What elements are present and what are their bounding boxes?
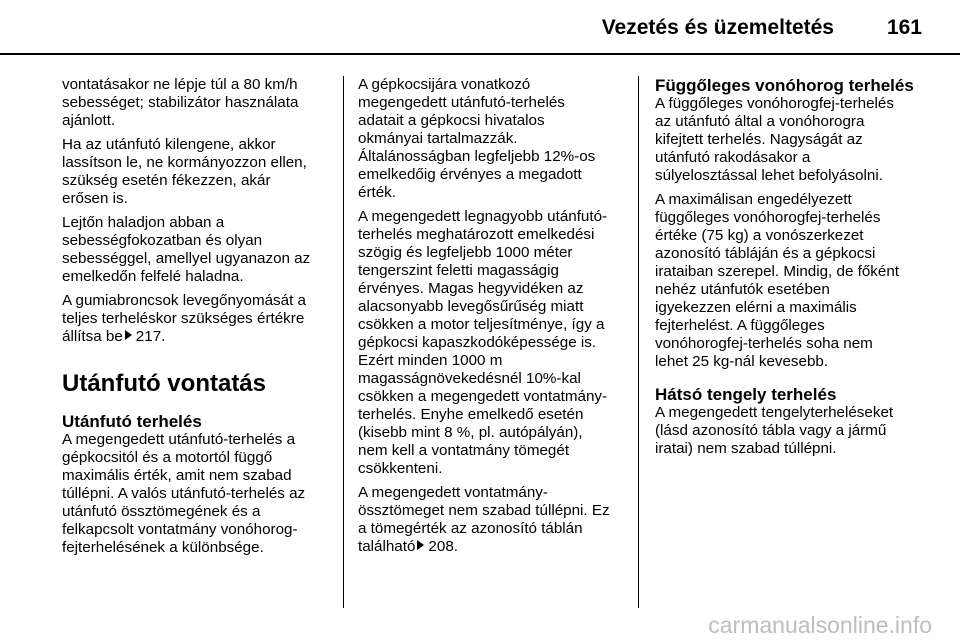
text-line: szögig és legfeljebb 1000 méter [358, 244, 573, 261]
text-line: nehéz utánfutók esetében [655, 281, 830, 298]
text-line: érvényes. Magas hegyvidéken az [358, 280, 584, 297]
text-line: A megengedett legnagyobb utánfutó- [358, 208, 608, 225]
text-line: Lejtőn haladjon abban a [62, 214, 225, 231]
text-line: tengerszint feletti magasságig [358, 262, 559, 279]
subsection-heading: Függőleges vonóhorog terhelés [655, 76, 914, 95]
text-line: A gépkocsijára vonatkozó [358, 76, 531, 93]
text-line: csökken a megengedett vontatmány- [358, 388, 608, 405]
text-line: irataiban szerepel. Mindig, de főként [655, 263, 899, 280]
header-rule [0, 53, 960, 55]
text-line: (kisebb mint 8 %, pl. autópályán), [358, 424, 583, 441]
subsection-heading: Utánfutó terhelés [62, 412, 202, 431]
text-line [358, 538, 624, 556]
text-line: ajánlott. [62, 112, 116, 129]
text-line: szükség esetén fékezzen, akár [62, 172, 271, 189]
paragraph [655, 95, 927, 185]
text-line: igyekezzen elérni a maximális [655, 299, 857, 316]
text-line: adatait a gépkocsi hivatalos [358, 112, 545, 129]
text-line: gépkocsitól és a motortól függő [62, 449, 273, 466]
page-number: 161 [886, 16, 922, 39]
text-line: emelkedőn felfelé haladna. [62, 268, 244, 285]
text-line: az utánfutó által a vonóhorogra [655, 113, 865, 130]
text-line: erősen is. [62, 190, 128, 207]
paragraph [358, 76, 624, 202]
text-line: csökken a motor teljesítménye, így a [358, 316, 605, 333]
text-fragment: állítsa be [62, 328, 123, 345]
text-line: túllépni. A valós utánfutó-terhelés az [62, 485, 306, 502]
column-divider [638, 76, 639, 608]
text-line: okmányai tartalmazzák. [358, 130, 518, 147]
text-line: maximális érték, amit nem szabad [62, 467, 292, 484]
text-line: nem kell a vontatmány tömegét [358, 442, 570, 459]
text-line: érték. [358, 184, 396, 201]
text-line: teljes terheléskor szükséges értékre [62, 310, 305, 327]
text-line: A megengedett tengelyterheléseket [655, 404, 894, 421]
column-1 [62, 76, 334, 563]
text-line: megengedett utánfutó-terhelés [358, 94, 565, 111]
text-line: magasságnövekedésnél 10%-kal [358, 370, 581, 387]
paragraph [62, 292, 334, 346]
text-line: felkapcsolt vontatmány vonóhorog- [62, 521, 298, 538]
text-line: súlyelosztással lehet befolyásolni. [655, 167, 883, 184]
text-line: alacsonyabb levegősűrűség miatt [358, 298, 584, 315]
text-line: emelkedőig érvényes a megadott [358, 166, 582, 183]
text-line: fejterhelésének a különbsége. [62, 539, 264, 556]
paragraph [655, 404, 927, 458]
text-line: A megengedett utánfutó-terhelés a [62, 431, 296, 448]
column-divider [343, 76, 344, 608]
column-3 [655, 76, 927, 464]
text-line: vonóhorogfej-terhelés soha nem [655, 335, 873, 352]
text-line: (lásd azonosító tábla vagy a jármű [655, 422, 887, 439]
text-line: A megengedett vontatmány- [358, 484, 548, 501]
text-line: értéke (75 kg) a vonószerkezet [655, 227, 864, 244]
text-line: terhelés meghatározott emelkedési [358, 226, 595, 243]
text-line: azonosító tábláján és a gépkocsi [655, 245, 876, 262]
paragraph [358, 484, 624, 556]
text-line: sebességgel, amellyel ugyanazon az [62, 250, 311, 267]
text-line: sebességfokozatban és olyan [62, 232, 263, 249]
text-line: Ha az utánfutó kilengene, akkor [62, 136, 276, 153]
text-fragment: található [358, 538, 416, 555]
text-line: vontatásakor ne lépje túl a 80 km/h [62, 76, 298, 93]
paragraph [358, 208, 624, 478]
page-reference-link[interactable]: 208. [428, 538, 458, 555]
text-line: A függőleges vonóhorogfej-terhelés [655, 95, 894, 112]
text-line: lehet 25 kg-nál kevesebb. [655, 353, 829, 370]
watermark: carmanualsonline.info [708, 612, 932, 638]
text-line: utánfutó össztömegének és a [62, 503, 261, 520]
text-line: Ezért minden 1000 m [358, 352, 503, 369]
paragraph [655, 191, 927, 371]
text-line: fejterhelést. A függőleges [655, 317, 825, 334]
text-line: csökkenteni. [358, 460, 443, 477]
text-line: A gumiabroncsok levegőnyomását a [62, 292, 306, 309]
paragraph [62, 76, 334, 130]
page-reference-link[interactable]: 217. [135, 328, 166, 345]
text-line: sebességet; stabilizátor használata [62, 94, 299, 111]
text-line: utánfutó rakodásakor a [655, 149, 811, 166]
text-line: A maximálisan engedélyezett [655, 191, 852, 208]
text-line [62, 328, 334, 346]
text-line: lassítson le, ne kormányozzon ellen, [62, 154, 307, 171]
page-reference-arrow-icon [125, 330, 132, 340]
text-line: a tömegérték az azonosító táblán [358, 520, 583, 537]
page-reference-arrow-icon [417, 540, 424, 550]
paragraph [62, 431, 334, 557]
column-2 [358, 76, 624, 562]
text-line: kifejtett terhelés. Nagyságát az [655, 131, 863, 148]
section-heading: Utánfutó vontatás [62, 370, 266, 397]
text-line: függőleges vonóhorogfej-terhelés [655, 209, 881, 226]
text-line: gépkocsi kapaszkodóképessége is. [358, 334, 597, 351]
text-line: Általánosságban legfeljebb 12%-os [358, 148, 596, 165]
subsection-heading: Hátsó tengely terhelés [655, 385, 837, 404]
text-line: terhelés. Enyhe emelkedő esetén [358, 406, 584, 423]
text-line: össztömeget nem szabad túllépni. Ez [358, 502, 610, 519]
header-title: Vezetés és üzemeltetés [601, 16, 834, 39]
text-line: iratai) nem szabad túllépni. [655, 440, 837, 457]
paragraph [62, 136, 334, 208]
paragraph [62, 214, 334, 286]
